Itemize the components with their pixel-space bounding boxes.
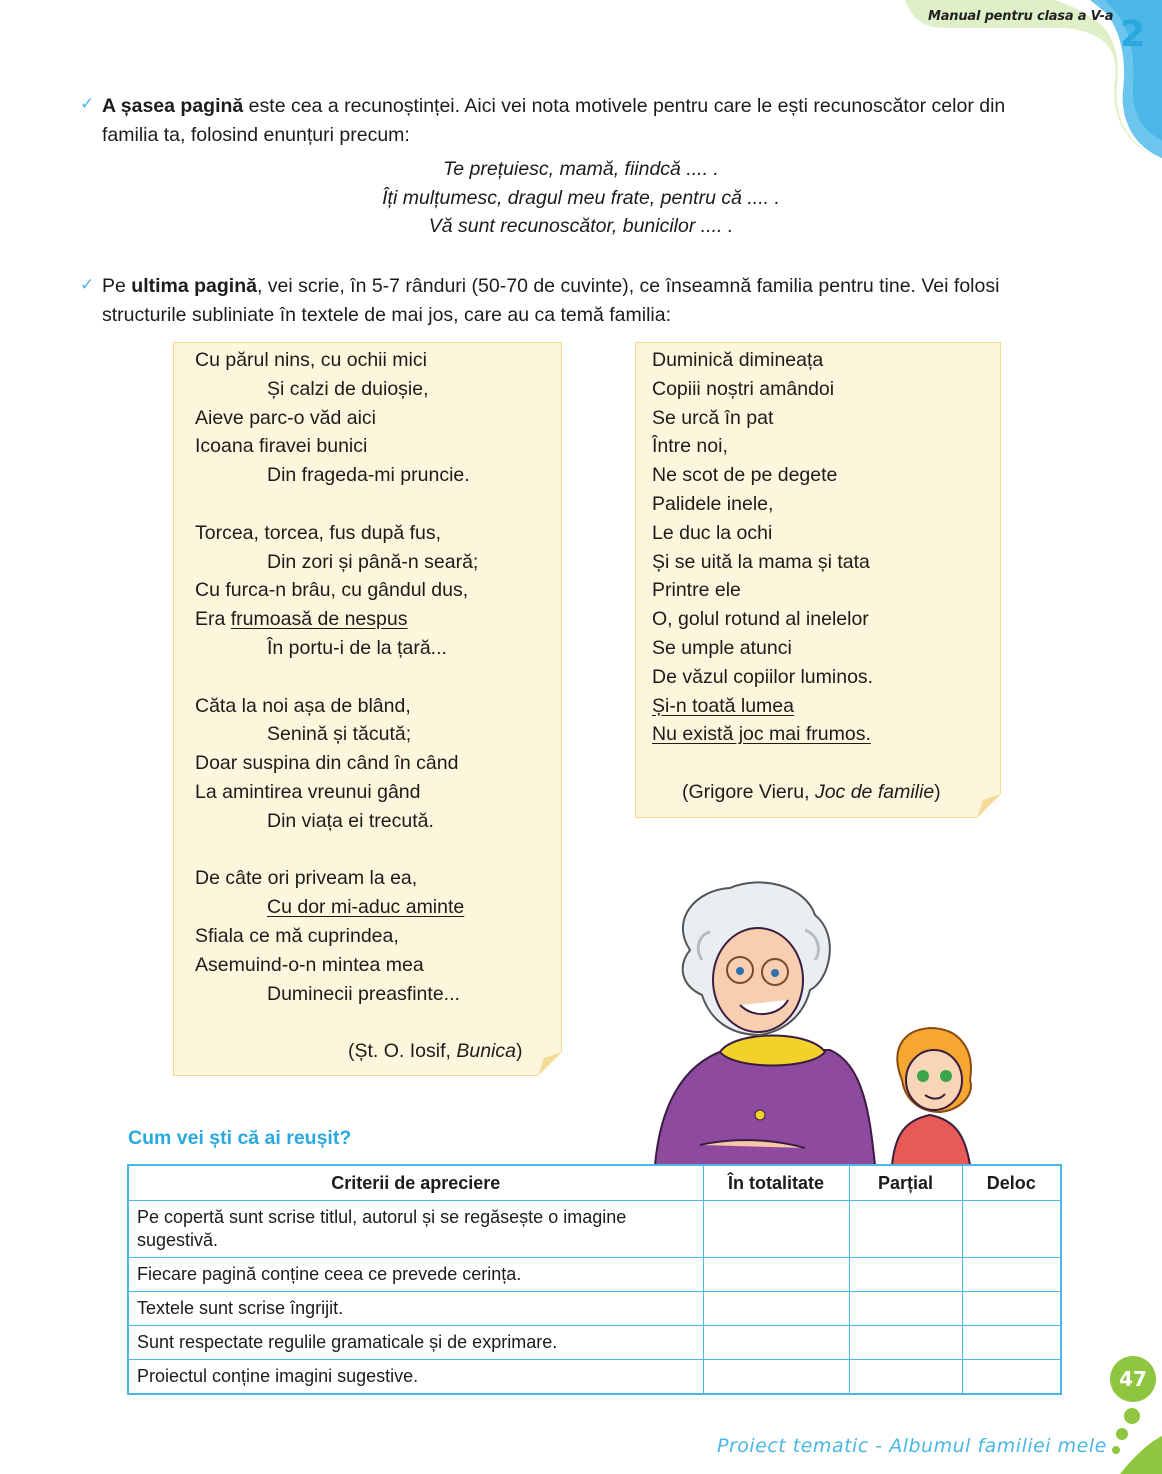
poem-line-start: Era <box>195 608 231 630</box>
criterion-cell: Sunt respectate regulile gramaticale și de exprimare. <box>128 1326 703 1360</box>
poem-line: Cu părul nins, cu ochii mici <box>195 349 427 371</box>
criterion-cell: Proiectul conține imagini sugestive. <box>128 1360 703 1395</box>
instruction-prefix: Pe <box>102 275 132 297</box>
rating-cell-not-at-all[interactable] <box>962 1292 1061 1326</box>
poem-line: Palidele inele, <box>652 493 774 515</box>
poem-line: Și se uită la mama și tata <box>652 551 870 573</box>
assessment-table <box>127 1164 1062 1395</box>
table-row <box>128 1292 1061 1326</box>
poem-line: Căta la noi așa de blând, <box>195 695 411 717</box>
rating-cell-partially[interactable] <box>849 1360 962 1395</box>
check-icon: ✓ <box>80 94 95 113</box>
poem-line: Se urcă în pat <box>652 407 774 429</box>
criterion-cell: Fiecare pagină conține ceea ce prevede cerința. <box>128 1258 703 1292</box>
criterion-cell: Textele sunt scrise îngrijit. <box>128 1292 703 1326</box>
rating-cell-not-at-all[interactable] <box>962 1201 1061 1258</box>
instruction-bold: A șasea pagină <box>102 95 244 117</box>
poem-line: Din viața ei trecută. <box>267 810 434 832</box>
manual-label: Manual pentru clasa a V-a <box>928 9 1114 24</box>
poem-line: Doar suspina din când în când <box>195 752 459 774</box>
instruction-sixth-page <box>102 92 1092 150</box>
table-row <box>128 1201 1061 1258</box>
poem-source <box>682 781 941 804</box>
source-author: (Grigore Vieru, <box>682 781 815 803</box>
poem-line: Torcea, torcea, fus după fus, <box>195 522 442 544</box>
rating-cell-fully[interactable] <box>703 1326 849 1360</box>
poem-line: Între noi, <box>652 435 728 457</box>
rating-cell-not-at-all[interactable] <box>962 1258 1061 1292</box>
rating-cell-fully[interactable] <box>703 1201 849 1258</box>
underlined-phrase: Cu dor mi-aduc aminte <box>267 896 465 918</box>
assessment-title: Cum vei ști că ai reușit? <box>128 1127 352 1149</box>
poem-line: Din zori și până-n seară; <box>267 551 479 573</box>
quote-line: Îți mulțumesc, dragul meu frate, pentru că .... . <box>382 187 780 209</box>
quote-line: Te prețuiesc, mamă, fiindcă .... . <box>443 158 719 180</box>
criterion-cell: Pe copertă sunt scrise titlul, autorul și se regăsește o imagine sugestivă. <box>128 1201 703 1258</box>
rating-cell-fully[interactable] <box>703 1258 849 1292</box>
underlined-phrase: Și-n toată lumea <box>652 695 794 717</box>
header-criteria: Criterii de apreciere <box>128 1165 703 1201</box>
poem-line: Asemuind-o-n mintea mea <box>195 954 424 976</box>
poem-line: Duminecii preasfinte... <box>267 983 460 1005</box>
poem-line: Printre ele <box>652 579 741 601</box>
poem-line: Aieve parc-o văd aici <box>195 407 377 429</box>
rating-cell-not-at-all[interactable] <box>962 1360 1061 1395</box>
poem-line: În portu-i de la țară... <box>267 637 447 659</box>
table-row <box>128 1326 1061 1360</box>
instruction-text: , vei scrie, în 5-7 rânduri (50-70 de cuvinte), ce înseamnă familia pentru tine. Vei folosi <box>256 275 1000 297</box>
poem-line: Le duc la ochi <box>652 522 773 544</box>
check-icon: ✓ <box>80 275 95 294</box>
rating-cell-partially[interactable] <box>849 1201 962 1258</box>
instruction-text-2: familia ta, folosind enunțuri precum: <box>102 124 410 146</box>
poem-line: Copiii noștri amândoi <box>652 378 835 400</box>
rating-cell-partially[interactable] <box>849 1326 962 1360</box>
header-partially: Parțial <box>849 1165 962 1201</box>
instruction-last-page <box>102 272 1092 330</box>
instruction-text-2: structurile subliniate în textele de mai jos, care au ca temă familia: <box>102 304 672 326</box>
rating-cell-fully[interactable] <box>703 1360 849 1395</box>
footer-project-title: Proiect tematic - Albumul familiei mele <box>717 1435 1107 1457</box>
poem-line: Cu furca-n brâu, cu gândul dus, <box>195 579 469 601</box>
page-curl <box>977 794 1001 818</box>
poem-line: Duminică dimineața <box>652 349 824 371</box>
source-close: ) <box>515 1040 523 1062</box>
page-curl <box>538 1052 562 1076</box>
poem-line: La amintirea vreunui gând <box>195 781 421 803</box>
poem-line: Senină și tăcută; <box>267 723 412 745</box>
poem-source <box>348 1040 522 1063</box>
poem-line: De văzul copiilor luminos. <box>652 666 874 688</box>
rating-cell-partially[interactable] <box>849 1258 962 1292</box>
source-title: Joc de familie <box>814 781 935 803</box>
table-header-row <box>128 1165 1061 1201</box>
rating-cell-not-at-all[interactable] <box>962 1326 1061 1360</box>
poem-line: Sfiala ce mă cuprindea, <box>195 925 399 947</box>
poem-line: Ne scot de pe degete <box>652 464 838 486</box>
poem-line: De câte ori priveam la ea, <box>195 867 418 889</box>
poem-line: Și calzi de duioșie, <box>267 378 429 400</box>
poem-line: Icoana firavei bunici <box>195 435 368 457</box>
table-row <box>128 1258 1061 1292</box>
poem-line <box>195 608 407 631</box>
source-author: (Șt. O. Iosif, <box>348 1040 457 1062</box>
underlined-phrase: frumoasă de nespus <box>230 608 408 630</box>
underlined-phrase: Nu există joc mai frumos. <box>652 723 871 745</box>
table-row <box>128 1360 1061 1395</box>
page-number: 47 <box>1110 1356 1156 1402</box>
header-fully: În totalitate <box>703 1165 849 1201</box>
instruction-bold: ultima pagină <box>131 275 257 297</box>
rating-cell-fully[interactable] <box>703 1292 849 1326</box>
source-title: Bunica <box>456 1040 516 1062</box>
poem-line: Din fragedа-mi pruncie. <box>267 464 470 486</box>
decorative-dots <box>1100 1400 1162 1474</box>
quote-line: Vă sunt recunoscător, bunicilor .... . <box>428 215 734 237</box>
header-not-at-all: Deloc <box>962 1165 1061 1201</box>
rating-cell-partially[interactable] <box>849 1292 962 1326</box>
poem-line: O, golul rotund al inelelor <box>652 608 869 630</box>
unit-number: 2 <box>1120 14 1146 55</box>
grandmother-child-illustration <box>640 880 1000 1170</box>
source-close: ) <box>934 781 941 803</box>
poem-line: Se umple atunci <box>652 637 792 659</box>
instruction-text: este cea a recunoștinței. Aici vei nota motivele pentru care le ești recunoscător celor din <box>243 95 1006 117</box>
